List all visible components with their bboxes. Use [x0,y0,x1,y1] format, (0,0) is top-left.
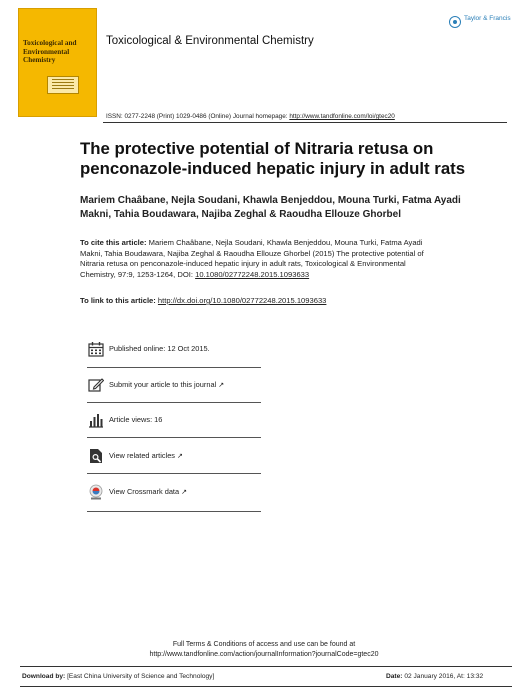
document-search-icon [88,448,104,464]
related-articles-label: View related articles [109,451,175,460]
download-by-label: Download by: [22,673,66,680]
submit-article-item[interactable] [87,374,261,410]
external-link-icon: ↗ [181,489,187,496]
article-views-item [87,409,261,445]
cite-text: Mariem Chaâbane, Nejla Soudani, Khawla Benjeddou, Mouna Turki, Fatma Ayadi Makni, Tahia Boudawara, Najiba Zeghal & Raoudha Ellouze Ghorbel (2015) The protective potential of Nitraria retusa on penconazole-induced hepatic injury in adult rats, Toxicological & Environmental Chemistry, 97:9, 1253-1264, DOI: [80,238,424,279]
item-divider [87,437,261,438]
calendar-icon [88,341,104,357]
item-divider [87,402,261,403]
citation-block [80,238,436,280]
header-divider [103,122,507,123]
crossmark-label: View Crossmark data [109,487,180,496]
download-by-value: [East China University of Science and Technology] [65,673,215,680]
footer-bottom-divider [20,686,512,687]
edit-icon [88,377,104,393]
journal-cover-image [18,8,97,117]
footer-divider [20,666,512,667]
publisher-logo-icon [449,16,461,28]
terms-line-1: Full Terms & Conditions of access and use can be found at [172,641,356,648]
cite-label: To cite this article: [80,238,147,247]
external-link-icon: ↗ [218,382,225,389]
doi-link[interactable]: 10.1080/02772248.2015.1093633 [195,269,310,279]
related-articles-item[interactable] [87,445,261,481]
external-link-icon: ↗ [177,453,183,460]
published-online-label: Published online: 12 Oct 2015. [109,344,210,353]
article-doi-url[interactable]: http://dx.doi.org/10.1080/02772248.2015.1093633 [157,296,327,305]
crossmark-link[interactable] [109,487,187,496]
issn-text: ISSN: 0277-2248 (Print) 1029-0486 (Online) Journal homepage: [106,113,290,120]
item-divider [87,473,261,474]
publisher-logo [449,14,519,34]
submit-article-label: Submit your article to this journal [109,380,217,389]
download-date-value: 02 January 2016, At: 13:32 [402,673,484,680]
related-articles-link[interactable] [109,451,183,460]
published-online-item [87,338,261,374]
article-link-line [80,296,326,305]
terms-link[interactable]: http://www.tandfonline.com/action/journalInformation?journalCode=gtec20 [149,651,379,658]
journal-homepage-link[interactable]: http://www.tandfonline.com/loi/gtec20 [289,113,395,120]
item-divider [87,511,261,512]
article-title: The protective potential of Nitraria retusa on penconazole-induced hepatic injury in adult rats [80,139,466,178]
download-date-line [386,673,483,680]
publisher-logo-text: Taylor & Francis [464,15,511,22]
download-by-line [22,673,214,680]
bar-chart-icon [88,412,104,428]
crossmark-icon [88,484,104,500]
article-views-label: Article views: 16 [109,415,163,424]
submit-article-link[interactable] [109,380,224,389]
download-date-label: Date: [386,673,403,680]
issn-line [106,113,395,120]
journal-name[interactable]: Toxicological & Environmental Chemistry [106,35,314,47]
cover-editor-box [47,76,79,94]
cover-title: Toxicological and Environmental Chemistry [23,39,77,65]
link-label: To link to this article: [80,296,158,305]
item-divider [87,367,261,368]
article-authors: Mariem Chaâbane, Nejla Soudani, Khawla Benjeddou, Mouna Turki, Fatma Ayadi Makni, Tahia Boudawara, Najiba Zeghal & Raoudha Ellouze Ghorbel [80,195,461,220]
